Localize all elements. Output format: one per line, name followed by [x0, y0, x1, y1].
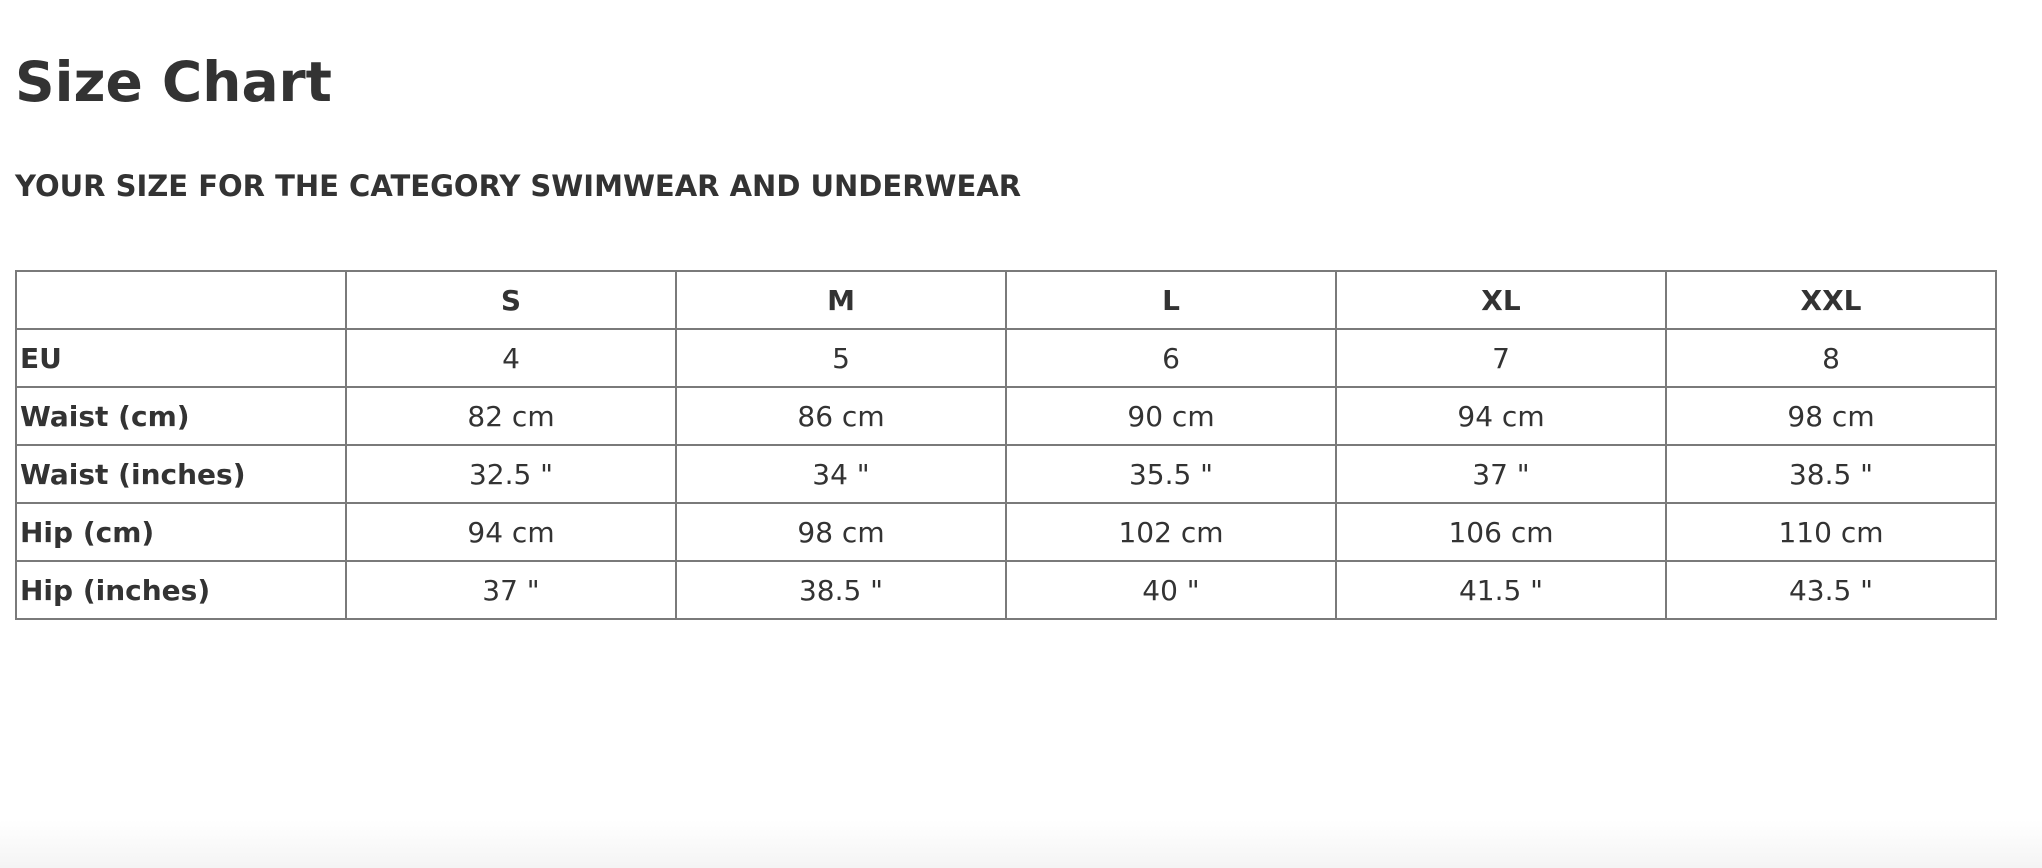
table-cell: 38.5 " — [1666, 445, 1996, 503]
table-cell: 98 cm — [676, 503, 1006, 561]
row-label: Hip (inches) — [16, 561, 346, 619]
header-cell-m: M — [676, 271, 1006, 329]
header-cell-s: S — [346, 271, 676, 329]
table-cell: 7 — [1336, 329, 1666, 387]
table-cell: 37 " — [346, 561, 676, 619]
table-cell: 5 — [676, 329, 1006, 387]
table-header-row — [16, 271, 1996, 329]
row-label: Waist (inches) — [16, 445, 346, 503]
header-cell-xxl: XXL — [1666, 271, 1996, 329]
table-row — [16, 503, 1996, 561]
table-cell: 82 cm — [346, 387, 676, 445]
table-cell: 94 cm — [1336, 387, 1666, 445]
row-label: Hip (cm) — [16, 503, 346, 561]
table-row — [16, 561, 1996, 619]
header-cell-l: L — [1006, 271, 1336, 329]
table-cell: 43.5 " — [1666, 561, 1996, 619]
table-cell: 6 — [1006, 329, 1336, 387]
table-cell: 38.5 " — [676, 561, 1006, 619]
table-cell: 94 cm — [346, 503, 676, 561]
row-label: EU — [16, 329, 346, 387]
table-cell: 35.5 " — [1006, 445, 1336, 503]
table-row — [16, 329, 1996, 387]
table-cell: 102 cm — [1006, 503, 1336, 561]
table-row — [16, 445, 1996, 503]
table-cell: 34 " — [676, 445, 1006, 503]
category-subtitle: YOUR SIZE FOR THE CATEGORY SWIMWEAR AND UNDERWEAR — [15, 169, 1022, 203]
size-table — [15, 270, 1997, 620]
table-cell: 4 — [346, 329, 676, 387]
table-cell: 106 cm — [1336, 503, 1666, 561]
table-cell: 8 — [1666, 329, 1996, 387]
table-cell: 41.5 " — [1336, 561, 1666, 619]
table-cell: 90 cm — [1006, 387, 1336, 445]
table-cell: 86 cm — [676, 387, 1006, 445]
table-row — [16, 387, 1996, 445]
table-cell: 37 " — [1336, 445, 1666, 503]
table-cell: 32.5 " — [346, 445, 676, 503]
row-label: Waist (cm) — [16, 387, 346, 445]
footer-shadow — [0, 820, 2042, 868]
header-cell-xl: XL — [1336, 271, 1666, 329]
page-title: Size Chart — [15, 50, 332, 114]
table-cell: 98 cm — [1666, 387, 1996, 445]
table-cell: 40 " — [1006, 561, 1336, 619]
table-cell: 110 cm — [1666, 503, 1996, 561]
header-cell-empty — [16, 271, 346, 329]
